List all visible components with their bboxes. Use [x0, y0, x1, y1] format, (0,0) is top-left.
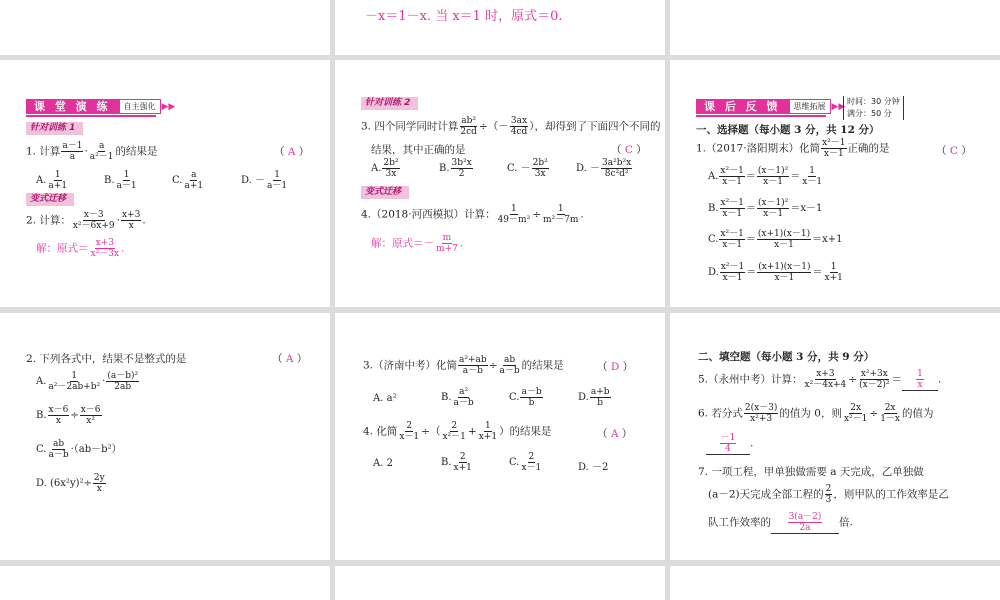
option-c: C. － $\frac{\text{2b²}}{3x}$ [507, 158, 548, 179]
option-d: D. (6x²y)²÷ $\frac{2y}{x}$ [36, 473, 105, 494]
section-header [696, 99, 845, 117]
option-a: A. 2 [373, 458, 393, 469]
option-d: D. $\frac{a+b}{b}$ [578, 387, 610, 408]
panel-bottom-middle [335, 566, 665, 600]
panel-practice-2 [335, 60, 665, 307]
question-5: 5.（永州中考）计算： $\frac{x+3}{\text{x²－4x+4}}$ ÷ $\frac{\text{x²+3x}}{\text{(x－2)²}}$ ＝ $\frac{1}{x}$ . [698, 369, 942, 390]
option-b: B. $\frac{\text{x²－1}}{x-1}$ ＝ $\frac{\text{(x－1)²}}{x-1}$ ＝x－1 [708, 198, 823, 219]
answer-3: （ C ） [611, 144, 647, 156]
option-a: A. $\frac{\text{x²－1}}{x-1}$ ＝ $\frac{\text{(x－1)²}}{x-1}$ ＝ $\frac{1}{x-1}$ [708, 166, 823, 187]
solution-2: 解：原式＝ $\frac{x+3}{\text{x²－3x}}$ . [36, 238, 125, 259]
section-underline [696, 115, 826, 117]
tag-practice-1: 针对训练 1 [26, 122, 83, 135]
panel-questions-3-4 [335, 313, 665, 560]
panel-question-2 [0, 313, 330, 560]
option-b: B. $\frac{2}{x+1}$ [441, 452, 472, 473]
section-subtitle: 自主强化 [119, 99, 161, 114]
section-title: 课 后 反 馈 [696, 99, 789, 114]
panel-fill-blank [670, 313, 1000, 560]
question-4: 4. 化简 $\frac{2}{x-1}$ ÷（ $\frac{2}{\text{x²－1}}$ + $\frac{1}{x+1}$ ）的结果是 [363, 421, 552, 442]
option-b: B. $\frac{\text{a²}}{a-b}$ [441, 387, 474, 408]
option-b: B. $\frac{1}{a-1}$ [104, 170, 137, 191]
panel-after-class [670, 60, 1000, 307]
time-score-box: 时间：30 分钟 满分：50 分 [843, 96, 904, 120]
question-3: 3.（济南中考）化简 $\frac{\text{a²+ab}}{a-b}$ ÷ $\frac{ab}{a-b}$ 的结果是 [363, 355, 564, 376]
section-header [26, 99, 175, 117]
option-a: A. $\frac{1}{a+1}$ [36, 170, 68, 191]
question-2: 2. 计算： $\frac{x-3}{\text{x²－6x+9}}$ · $\frac{x+3}{x}$ . [26, 210, 146, 231]
question-7-line1: 7. 一项工程，甲单独做需要 a 天完成，乙单独做 [698, 466, 924, 478]
part-1-heading: 一、选择题（每小题 3 分，共 12 分） [696, 124, 880, 136]
option-a: A. $\frac{\text{2b²}}{3x}$ [371, 158, 399, 179]
option-c: C. $\frac{ab}{a-b}$ ·（ab－b²） [36, 439, 122, 460]
section-subtitle: 思维拓展 [789, 99, 831, 114]
answer-4: （ A ） [597, 428, 633, 440]
question-1: 1.（2017·洛阳期末）化简 $\frac{\text{x²－1}}{x-1}$ 正确的是 [696, 138, 890, 159]
option-d: D. － $\frac{1}{a-1}$ [241, 170, 288, 191]
option-c: C. $\frac{a}{a+1}$ [172, 170, 204, 191]
question-7-line2: (a－2)天完成全部工程的 $\frac{2}{3}$ ，则甲队的工作效率是乙 [708, 484, 949, 505]
panel-classroom-practice [0, 60, 330, 307]
question-3-line2: 结果，其中正确的是 [371, 144, 466, 156]
top-solution-text: －x＝1－x. 当 x＝1 时，原式＝0. [365, 9, 563, 24]
arrow-icon: ▶▶ [831, 101, 846, 112]
arrow-icon: ▶▶ [161, 101, 176, 112]
option-a: A. a² [373, 393, 397, 404]
answer-2: （ A ） [272, 353, 308, 365]
question-6: 6. 若分式 $\frac{2(x-3)}{\text{x²+3}}$ 的值为 0，则 $\frac{2x}{\text{x²－1}}$ ÷ $\frac{2x}{1-x}$ 的值为 [698, 403, 934, 424]
panel-bottom-left [0, 566, 330, 600]
solution-4: 解：原式＝－ $\frac{m}{m+7}$ . [371, 233, 464, 254]
question-1: 1. 计算 $\frac{a-1}{a}$ · $\frac{a}{\text{a²－1}}$ 的结果是 [26, 141, 158, 162]
option-d: D. －2 [578, 462, 609, 473]
answer-1: （ A ） [274, 146, 310, 158]
section-title: 课 堂 演 练 [26, 99, 119, 114]
question-2: 2. 下列各式中，结果不是整式的是 [26, 353, 187, 365]
answer-1: （ C ） [936, 145, 972, 157]
option-d: D. － $\frac{\text{3a²b²x}}{\text{8c²d²}}$ [576, 158, 632, 179]
answer-6: $\frac{-1}{4}$ . [706, 433, 753, 455]
tag-practice-2: 针对训练 2 [361, 97, 418, 110]
question-7-line3: 队工作效率的 $\frac{3(a-2)}{2a}$ 倍. [708, 512, 853, 533]
part-2-heading: 二、填空题（每小题 3 分，共 9 分） [698, 351, 875, 363]
option-c: C. $\frac{a-b}{b}$ [509, 387, 542, 408]
option-b: B. $\frac{\text{3b²x}}{2}$ [439, 158, 472, 179]
question-3: 3. 四个同学同时计算 $\frac{\text{ab²}}{2cd}$ ÷（－ $\frac{3ax}{4cd}$ ），却得到了下面四个不同的 [361, 116, 661, 137]
panel-bottom-right [670, 566, 1000, 600]
option-c: C. $\frac{\text{x²－1}}{x-1}$ ＝ $\frac{(x+1)(x-1)}{x-1}$ ＝x+1 [708, 229, 843, 250]
option-c: C. $\frac{2}{x-1}$ [509, 452, 542, 473]
option-b: B. $\frac{x-6}{x}$ ÷ $\frac{x-6}{\text{x²}}$ [36, 405, 101, 426]
option-a: A. $\frac{1}{\text{a²－2ab+b²}}$ · $\frac{\text{(a－b)²}}{2ab}$ [36, 371, 139, 392]
option-d: D. $\frac{\text{x²－1}}{x-1}$ ＝ $\frac{(x+1)(x-1)}{x-1}$ ＝ $\frac{1}{x+1}$ [708, 262, 843, 283]
answer-3: （ D ） [597, 361, 634, 373]
panel-top-middle [335, 0, 665, 55]
tag-variation: 变式迁移 [361, 186, 409, 199]
section-underline [26, 115, 156, 117]
question-4: 4.（2018·河西模拟）计算： $\frac{1}{\text{49－m²}}$ ÷ $\frac{1}{\text{m²－7m}}$ . [361, 204, 584, 225]
panel-top-right [670, 0, 1000, 55]
tag-variation: 变式迁移 [26, 193, 74, 206]
panel-top-left [0, 0, 330, 55]
